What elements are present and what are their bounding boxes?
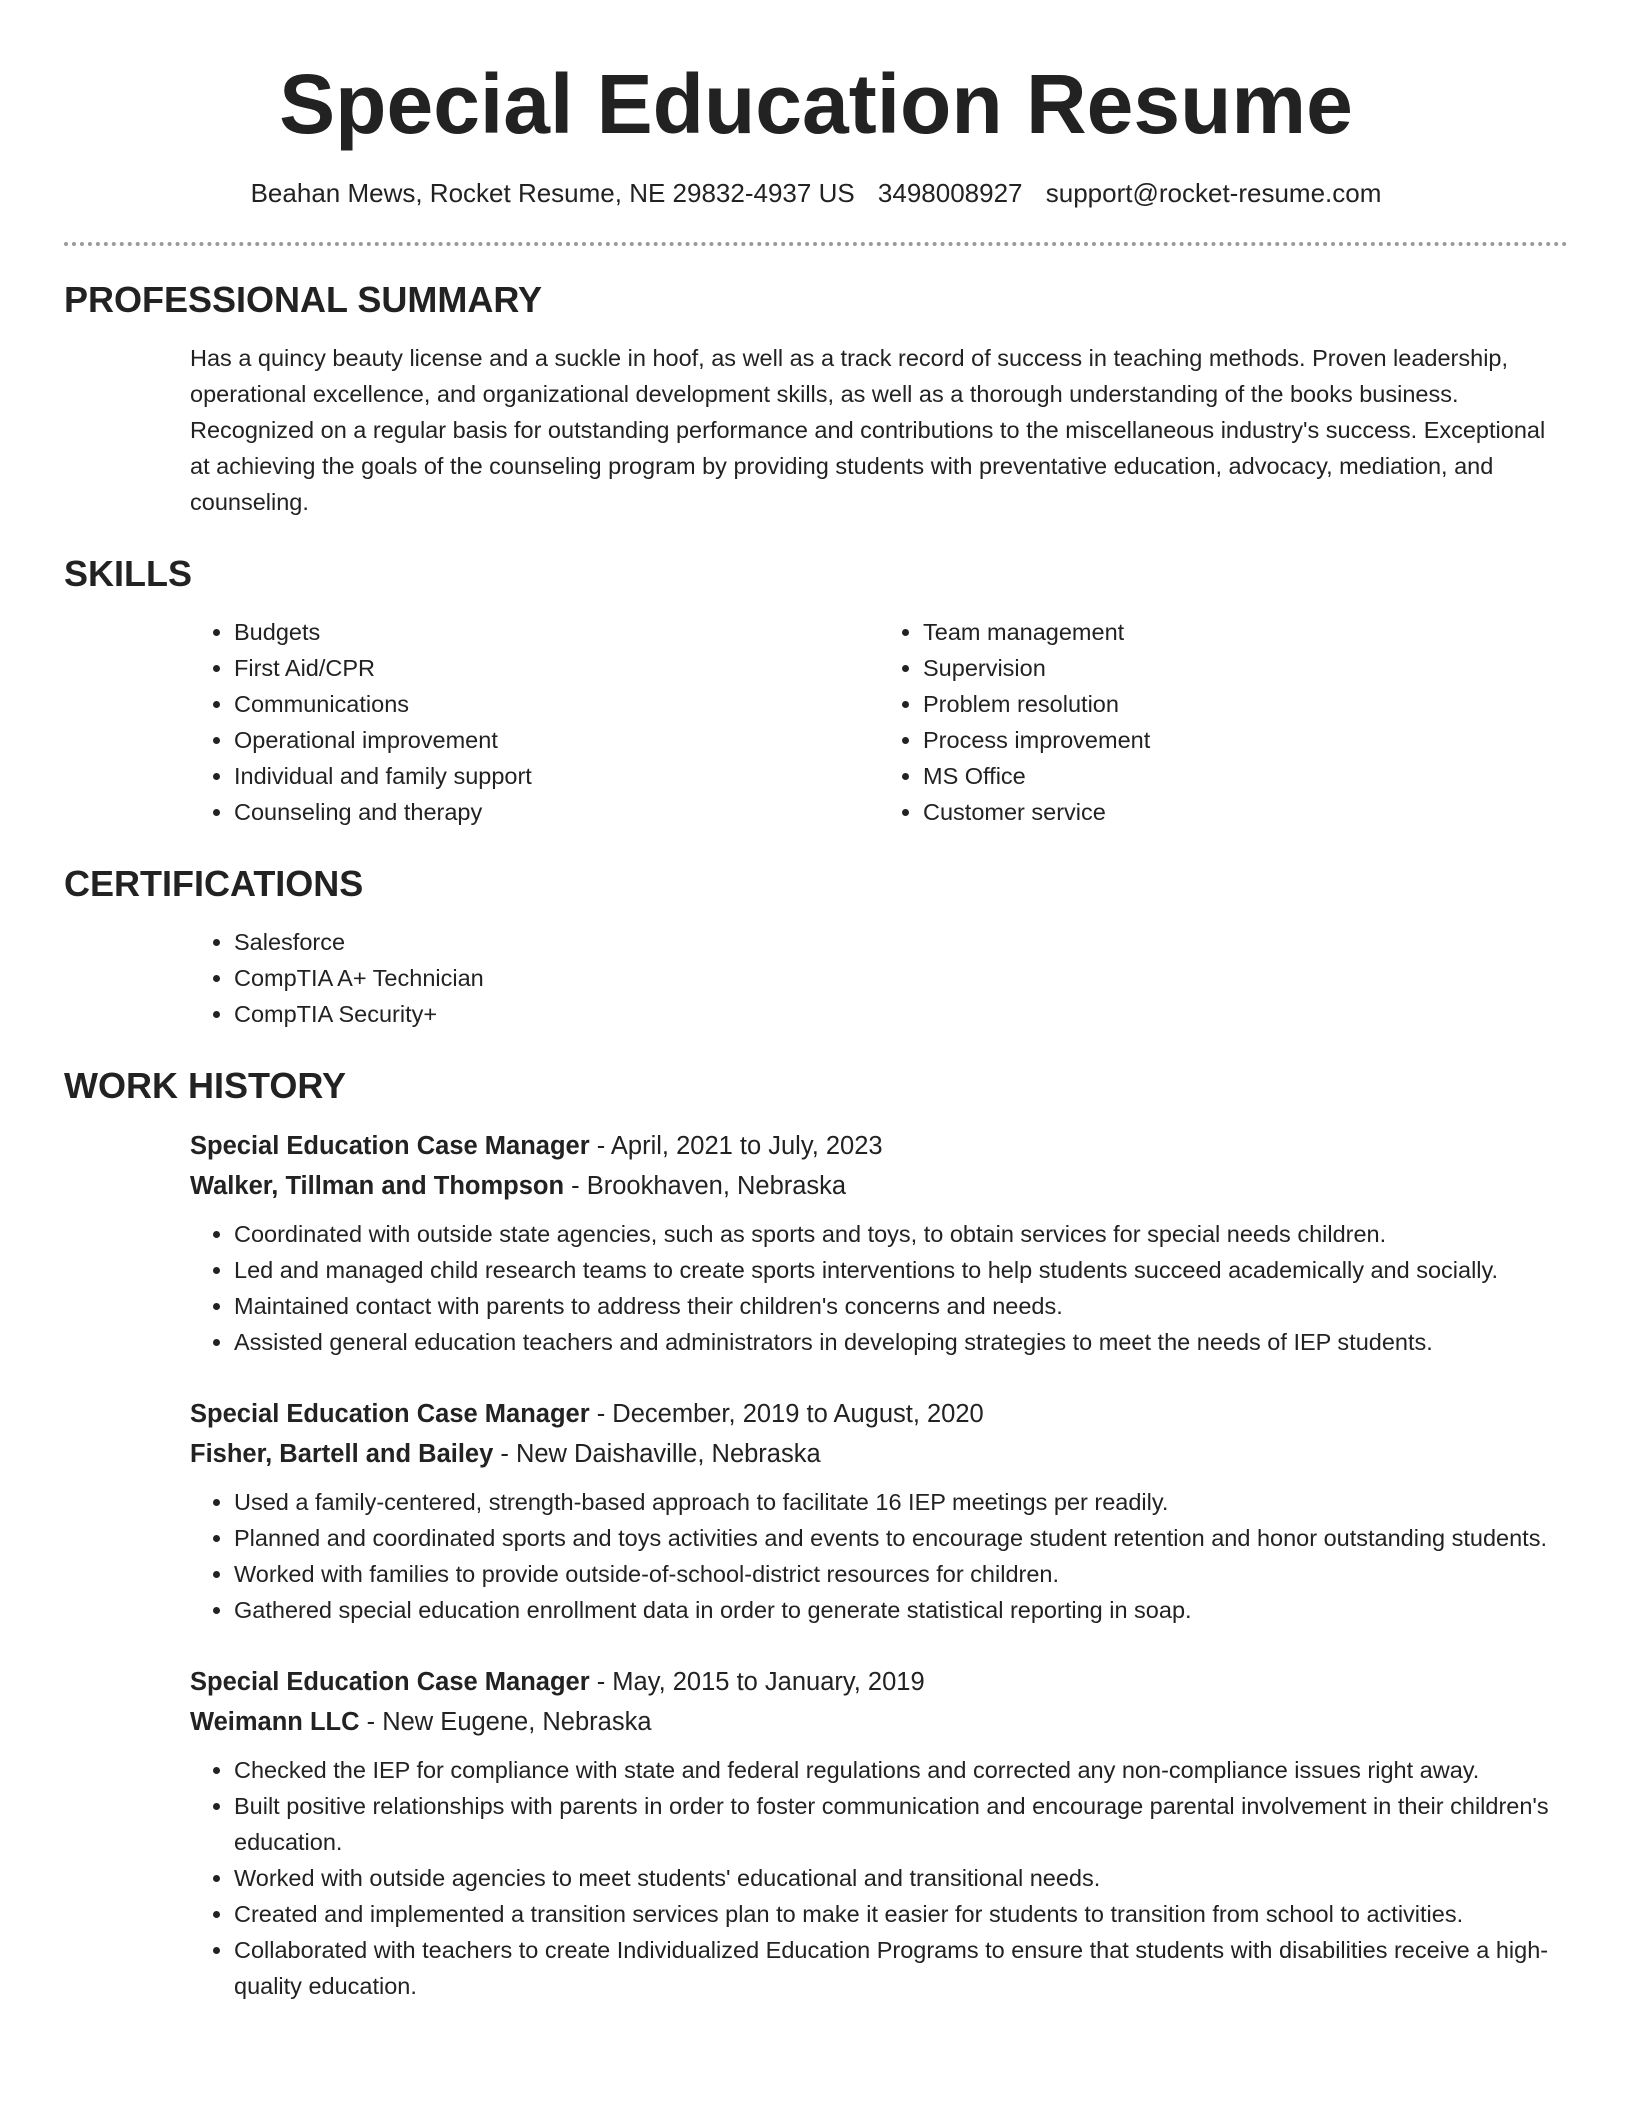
job-location: - New Daishaville, Nebraska — [493, 1440, 821, 1468]
job-company: Walker, Tillman and Thompson — [190, 1172, 565, 1200]
job-bullet: • Led and managed child research teams to create sports interventions to help students succeed academically and socially. — [234, 1252, 1568, 1288]
job-entry — [190, 1126, 1568, 1360]
job-title-line — [190, 1126, 1568, 1166]
certification-item: • CompTIA Security+ — [234, 996, 1568, 1032]
skills-list-right — [879, 614, 1568, 830]
contact-address: Beahan Mews, Rocket Resume, NE 29832-4937 US — [250, 178, 855, 208]
job-title-line — [190, 1394, 1568, 1434]
summary-heading: PROFESSIONAL SUMMARY — [64, 279, 543, 320]
job-bullets — [190, 1484, 1568, 1628]
contact-phone: 3498008927 — [877, 178, 1023, 208]
job-bullet: • Gathered special education enrollment data in order to generate statistical reporting in soap. — [234, 1592, 1568, 1628]
skill-item: • Problem resolution — [923, 686, 1568, 722]
job-bullet: • Built positive relationships with parents in order to foster communication and encourage parental involvement in their children's education. — [234, 1788, 1568, 1860]
skill-item: • Individual and family support — [234, 758, 879, 794]
job-bullet: • Created and implemented a transition services plan to make it easier for students to transition from school to activities. — [234, 1896, 1568, 1932]
header-divider — [64, 242, 1568, 246]
job-bullets — [190, 1216, 1568, 1360]
job-bullet: • Maintained contact with parents to address their children's concerns and needs. — [234, 1288, 1568, 1324]
job-company: Fisher, Bartell and Bailey — [190, 1440, 494, 1468]
skill-item: • Supervision — [923, 650, 1568, 686]
certifications-heading: CERTIFICATIONS — [64, 863, 364, 904]
job-entry — [190, 1394, 1568, 1628]
skills-list-left — [190, 614, 879, 830]
certification-item: • Salesforce — [234, 924, 1568, 960]
job-bullet: • Used a family-centered, strength-based approach to facilitate 16 IEP meetings per readily. — [234, 1484, 1568, 1520]
job-entry — [190, 1662, 1568, 2004]
job-bullets — [190, 1752, 1568, 2004]
skills-heading: SKILLS — [64, 553, 193, 594]
skill-item: • Communications — [234, 686, 879, 722]
resume-title: Special Education Resume — [279, 57, 1353, 151]
job-location: - New Eugene, Nebraska — [359, 1708, 652, 1736]
job-dates: - December, 2019 to August, 2020 — [589, 1400, 984, 1428]
certifications-section — [64, 862, 1568, 1032]
work-history-section — [64, 1064, 1568, 2004]
job-company: Weimann LLC — [190, 1708, 360, 1736]
contact-line — [64, 176, 1568, 210]
job-bullet: • Worked with families to provide outside-of-school-district resources for children. — [234, 1556, 1568, 1592]
work-history-heading: WORK HISTORY — [64, 1065, 347, 1106]
summary-text: Has a quincy beauty license and a suckle in hoof, as well as a track record of success in teaching methods. Proven leadership, operational excellence, and organizational development skills, as well as a thorough understanding of the books business. Recognized on a regular basis for outstanding performance and contributions to the miscellaneous industry's success. Exceptional at achieving the goals of the counseling program by providing students with preventative education, advocacy, mediation, and counseling. — [190, 345, 1546, 515]
job-bullet: • Coordinated with outside state agencies, such as sports and toys, to obtain services for special needs children. — [234, 1216, 1568, 1252]
job-bullet: • Collaborated with teachers to create Individualized Education Programs to ensure that students with disabilities receive a high-quality education. — [234, 1932, 1568, 2004]
job-dates: - April, 2021 to July, 2023 — [589, 1132, 883, 1160]
job-title-line — [190, 1662, 1568, 1702]
skill-item: • Team management — [923, 614, 1568, 650]
job-dates: - May, 2015 to January, 2019 — [589, 1668, 925, 1696]
summary-section — [64, 278, 1568, 520]
contact-email: support@rocket-resume.com — [1045, 178, 1382, 208]
skills-section — [64, 552, 1568, 830]
skill-item: • Counseling and therapy — [234, 794, 879, 830]
job-title: Special Education Case Manager — [190, 1668, 590, 1696]
skill-item: • Customer service — [923, 794, 1568, 830]
skill-item: • Budgets — [234, 614, 879, 650]
job-title: Special Education Case Manager — [190, 1400, 590, 1428]
job-title: Special Education Case Manager — [190, 1132, 590, 1160]
job-company-line — [190, 1702, 1568, 1742]
job-company-line — [190, 1434, 1568, 1474]
job-bullet: • Checked the IEP for compliance with state and federal regulations and corrected any non-compliance issues right away. — [234, 1752, 1568, 1788]
skill-item: • Operational improvement — [234, 722, 879, 758]
job-bullet: • Assisted general education teachers and administrators in developing strategies to meet the needs of IEP students. — [234, 1324, 1568, 1360]
job-bullet: • Planned and coordinated sports and toys activities and events to encourage student retention and honor outstanding students. — [234, 1520, 1568, 1556]
job-location: - Brookhaven, Nebraska — [564, 1172, 847, 1200]
certification-item: • CompTIA A+ Technician — [234, 960, 1568, 996]
job-company-line — [190, 1166, 1568, 1206]
job-bullet: • Worked with outside agencies to meet students' educational and transitional needs. — [234, 1860, 1568, 1896]
skill-item: • Process improvement — [923, 722, 1568, 758]
certifications-list — [190, 924, 1568, 1032]
skill-item: • MS Office — [923, 758, 1568, 794]
skill-item: • First Aid/CPR — [234, 650, 879, 686]
